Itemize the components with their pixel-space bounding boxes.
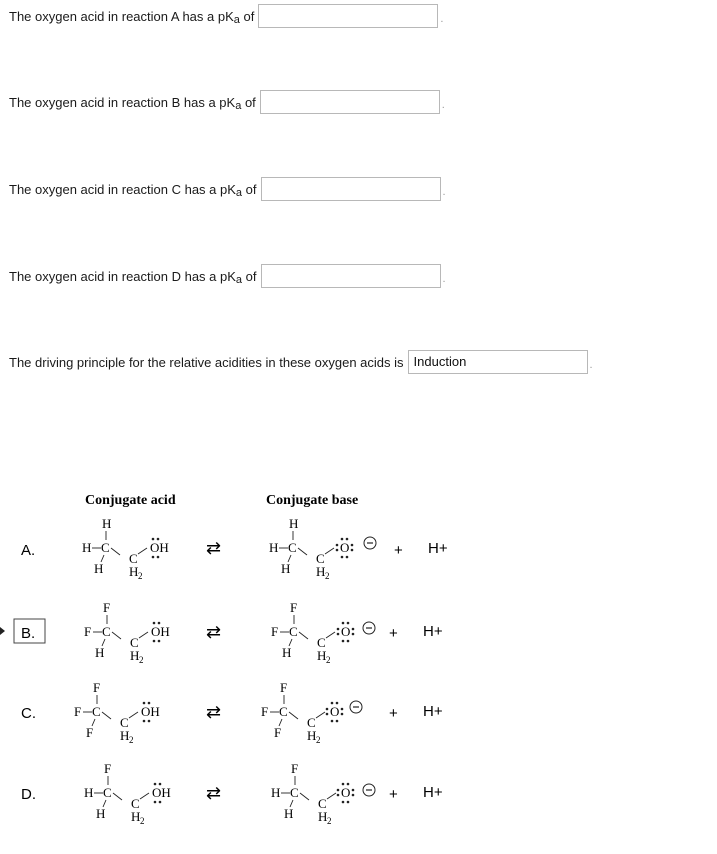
plus-sign: + xyxy=(394,542,403,559)
hydroxyl: OH xyxy=(151,624,170,639)
ch2-h: H xyxy=(120,728,130,743)
ch2-sub: 2 xyxy=(325,571,330,581)
proton-label: H+ xyxy=(428,540,448,557)
ch2-h: H xyxy=(307,728,317,743)
hydroxyl: OH xyxy=(141,704,160,719)
substituent-top: F xyxy=(290,600,298,615)
substituent-bottom: F xyxy=(274,725,282,740)
oxygen: O xyxy=(341,785,351,800)
substituent-left: H xyxy=(82,540,92,555)
header-conjugate-base: Conjugate base xyxy=(266,493,359,508)
question-b-suffix: of xyxy=(244,94,256,110)
carbon: C xyxy=(130,635,139,650)
acid-molecule-c xyxy=(74,680,160,745)
base-molecule-d xyxy=(271,761,375,826)
proton-label: H+ xyxy=(423,703,443,720)
substituent-left: H xyxy=(84,785,94,800)
negative-charge-icon xyxy=(364,537,376,549)
ch2-h: H xyxy=(317,648,327,663)
carbon: C xyxy=(101,540,110,555)
carbon: C xyxy=(131,796,140,811)
oxygen: O xyxy=(330,704,340,719)
carbon: C xyxy=(316,551,325,566)
substituent-left: H xyxy=(271,785,281,800)
driving-principle-input[interactable]: Induction xyxy=(408,350,588,374)
substituent-top: H xyxy=(289,516,299,531)
acid-molecule-b xyxy=(84,600,170,665)
acid-molecule-d xyxy=(84,761,171,826)
driving-principle-question xyxy=(9,350,593,374)
row-label-d: D. xyxy=(21,786,36,803)
substituent-left: F xyxy=(261,704,269,719)
carbon: C xyxy=(279,704,288,719)
substituent-bottom: H xyxy=(282,645,292,660)
answer-input-a[interactable] xyxy=(258,4,438,28)
ch2-sub: 2 xyxy=(327,816,332,826)
answer-input-d[interactable] xyxy=(261,264,441,288)
substituent-left: F xyxy=(74,704,82,719)
reaction-row-b xyxy=(21,600,443,665)
carbon: C xyxy=(318,796,327,811)
question-b-sub: a xyxy=(235,100,242,112)
driving-principle-text: The driving principle for the relative acidities in these oxygen acids is xyxy=(9,354,404,370)
substituent-left: H xyxy=(269,540,279,555)
box-dot: . xyxy=(440,13,444,25)
substituent-left: F xyxy=(271,624,279,639)
question-a-suffix: of xyxy=(243,8,255,24)
substituent-top: F xyxy=(280,680,288,695)
answer-input-c[interactable] xyxy=(261,177,441,201)
question-d-suffix: of xyxy=(245,268,257,284)
question-d-sub: a xyxy=(235,274,243,286)
negative-charge-icon xyxy=(350,701,362,713)
negative-charge-icon xyxy=(363,622,375,634)
ch2-h: H xyxy=(131,809,141,824)
substituent-top: F xyxy=(104,761,112,776)
carbon: C xyxy=(290,785,299,800)
row-label-b: B. xyxy=(21,625,36,642)
substituent-top: F xyxy=(291,761,299,776)
ch2-sub: 2 xyxy=(129,735,134,745)
hydroxyl: OH xyxy=(152,785,171,800)
ch2-sub: 2 xyxy=(138,571,143,581)
carbon: C xyxy=(317,635,326,650)
row-label-a: A. xyxy=(21,542,36,559)
plus-sign: + xyxy=(389,705,398,722)
answer-input-b[interactable] xyxy=(260,90,440,114)
equilibrium-arrow-icon: ⇄ xyxy=(206,622,222,642)
ch2-h: H xyxy=(129,564,139,579)
question-a-text: The oxygen acid in reaction A has a pK xyxy=(9,8,234,24)
question-c-text: The oxygen acid in reaction C has a pK xyxy=(9,181,236,197)
box-dot: . xyxy=(442,186,446,198)
box-dot: . xyxy=(441,99,445,111)
ch2-h: H xyxy=(130,648,140,663)
substituent-bottom: H xyxy=(94,561,104,576)
reaction-row-a xyxy=(21,516,448,581)
equilibrium-arrow-icon: ⇄ xyxy=(206,702,222,722)
carbon: C xyxy=(289,624,298,639)
ch2-sub: 2 xyxy=(139,655,144,665)
equilibrium-arrow-icon: ⇄ xyxy=(206,538,222,558)
carbon: C xyxy=(103,785,112,800)
question-b xyxy=(9,90,445,114)
ch2-sub: 2 xyxy=(326,655,331,665)
proton-label: H+ xyxy=(423,784,443,801)
base-molecule-c xyxy=(261,680,362,745)
carbon: C xyxy=(129,551,138,566)
ch2-sub: 2 xyxy=(316,735,321,745)
question-d-text: The oxygen acid in reaction D has a pK xyxy=(9,268,236,284)
oxygen: O xyxy=(340,540,350,555)
question-d xyxy=(9,264,446,288)
ch2-h: H xyxy=(316,564,326,579)
substituent-bottom: F xyxy=(86,725,94,740)
carbon: C xyxy=(307,715,316,730)
question-a xyxy=(9,4,443,28)
reaction-row-c xyxy=(21,680,443,745)
question-c-sub: a xyxy=(235,187,243,199)
substituent-left: F xyxy=(84,624,92,639)
box-dot: . xyxy=(589,359,593,371)
equilibrium-arrow-icon: ⇄ xyxy=(206,783,222,803)
ch2-sub: 2 xyxy=(140,816,145,826)
reaction-row-d xyxy=(21,761,443,826)
substituent-top: F xyxy=(103,600,111,615)
question-a-sub: a xyxy=(233,14,240,26)
box-dot: . xyxy=(442,273,446,285)
carbon: C xyxy=(92,704,101,719)
ch2-h: H xyxy=(318,809,328,824)
substituent-bottom: H xyxy=(96,806,106,821)
substituent-top: F xyxy=(93,680,101,695)
row-label-c: C. xyxy=(21,705,36,722)
substituent-bottom: H xyxy=(284,806,294,821)
row-pointer-icon xyxy=(0,627,5,635)
carbon: C xyxy=(120,715,129,730)
base-molecule-a xyxy=(269,516,376,581)
plus-sign: + xyxy=(389,786,398,803)
negative-charge-icon xyxy=(363,784,375,796)
proton-label: H+ xyxy=(423,623,443,640)
hydroxyl: OH xyxy=(150,540,169,555)
substituent-bottom: H xyxy=(95,645,105,660)
reaction-figure xyxy=(0,480,717,854)
question-b-text: The oxygen acid in reaction B has a pK xyxy=(9,94,236,110)
question-c-suffix: of xyxy=(245,181,257,197)
substituent-top: H xyxy=(102,516,112,531)
header-conjugate-acid: Conjugate acid xyxy=(85,493,176,508)
carbon: C xyxy=(102,624,111,639)
plus-sign: + xyxy=(389,625,398,642)
base-molecule-b xyxy=(271,600,375,665)
carbon: C xyxy=(288,540,297,555)
acid-molecule-a xyxy=(82,516,169,581)
question-c xyxy=(9,177,446,201)
substituent-bottom: H xyxy=(281,561,291,576)
oxygen: O xyxy=(341,624,351,639)
